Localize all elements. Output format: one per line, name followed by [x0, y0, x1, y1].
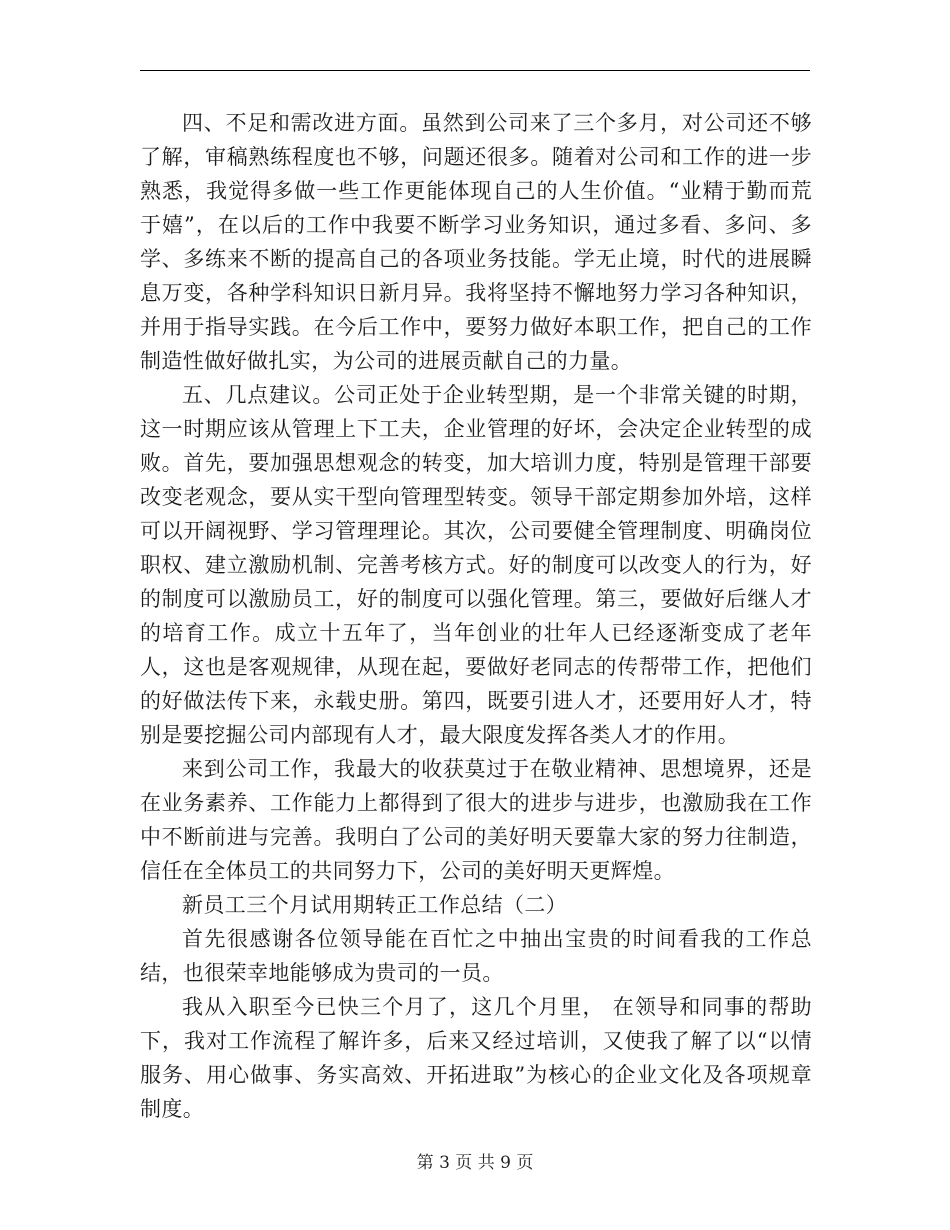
header-rule: [140, 70, 810, 71]
paragraph-gains: 来到公司工作，我最大的收获莫过于在敬业精神、思想境界，还是在业务素养、工作能力上都得到了很大的进步与进步，也激励我在工作中不断前进与完善。我明白了公司的美好明天要靠大家的努力往制造，信任在全体员工的共同努力下，公司的美好明天更辉煌。: [140, 757, 812, 883]
paragraph-shortcomings: 四、不足和需改进方面。虽然到公司来了三个多月，对公司还不够了解，审稿熟练程度也不够，问题还很多。随着对公司和工作的进一步熟悉，我觉得多做一些工作更能体现自己的人生价值。“业精于勤而荒于嬉”，在以后的工作中我要不断学习业务知识，通过多看、多问、多学、多练来不断的提高自己的各项业务技能。学无止境，时代的进展瞬息万变，各种学科知识日新月异。我将坚持不懈地努力学习各种知识，并用于指导实践。在今后工作中，要努力做好本职工作，把自己的工作制造性做好做扎实，为公司的进展贡献自己的力量。: [140, 111, 812, 373]
paragraph-suggestions: 五、几点建议。公司正处于企业转型期，是一个非常关键的时期，这一时期应该从管理上下工夫，企业管理的好坏，会决定企业转型的成败。首先，要加强思想观念的转变，加大培训力度，特别是管理干部要改变老观念，要从实干型向管理型转变。领导干部定期参加外培，这样可以开阔视野、学习管理理论。其次，公司要健全管理制度、明确岗位职权、建立激励机制、完善考核方式。好的制度可以改变人的行为，好的制度可以激励员工，好的制度可以强化管理。第三，要做好后继人才的培育工作。成立十五年了，当年创业的壮年人已经逐渐变成了老年人，这也是客观规律，从现在起，要做好老同志的传帮带工作，把他们的好做法传下来，永载史册。第四，既要引进人才，还要用好人才，特别是要挖掘公司内部现有人才，最大限度发挥各类人才的作用。: [140, 383, 812, 747]
paragraph-onboarding: 我从入职至今已快三个月了，这几个月里， 在领导和同事的帮助下，我对工作流程了解许多，后来又经过培训，又使我了解了以“以情服务、用心做事、务实高效、开拓进取”为核心的企业文化及各项规章制度。: [140, 995, 812, 1121]
document-body: [140, 106, 812, 1126]
page-number: 第 3 页 共 9 页: [416, 1153, 534, 1173]
section-title: 新员工三个月试用期转正工作总结（二）: [182, 893, 568, 917]
paragraph-thanks: 首先很感谢各位领导能在百忙之中抽出宝贵的时间看我的工作总结，也很荣幸地能够成为贵司的一员。: [140, 927, 812, 985]
